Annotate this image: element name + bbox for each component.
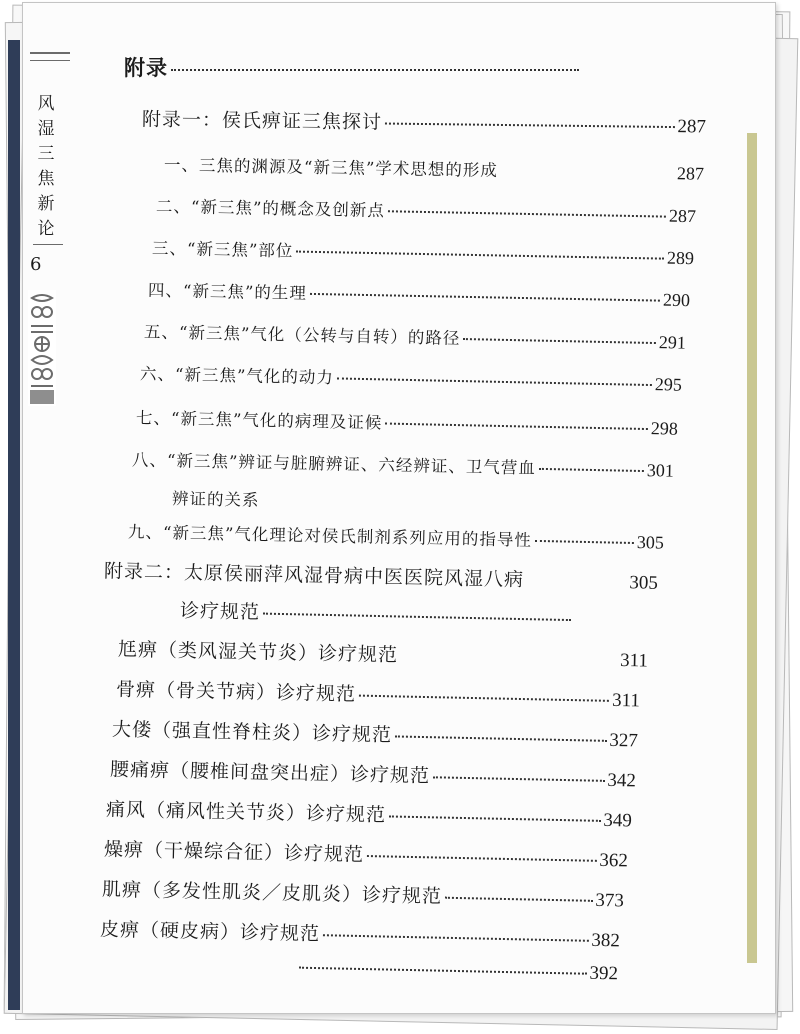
toc-entry-page: 305 — [636, 532, 665, 553]
running-title-char: 三 — [37, 144, 55, 164]
toc-final-entry[interactable] — [296, 957, 618, 986]
toc-entry-title: 骨痹（骨关节病）诊疗规范 — [115, 678, 357, 706]
running-title-char: 新 — [37, 194, 55, 214]
toc-entry-continuation: 辨证的关系 — [171, 489, 260, 510]
toc-entry[interactable] — [118, 634, 648, 672]
toc-entry[interactable] — [132, 446, 674, 481]
dot-leader — [388, 210, 666, 217]
toc-entry-title: 四、“新三焦”的生理 — [147, 280, 308, 303]
toc-entry-title: 诊疗规范 — [179, 599, 261, 624]
toc-entry[interactable] — [144, 318, 686, 353]
toc-entry-page: 291 — [658, 332, 687, 353]
toc-entry-title: 尪痹（类风湿关节炎）诊疗规范 — [117, 638, 399, 667]
toc-entry-title: 二、“新三焦”的概念及创新点 — [155, 196, 386, 221]
dot-leader — [385, 423, 648, 430]
toc-entry[interactable] — [136, 404, 678, 439]
toc-entry-page: 301 — [646, 460, 675, 481]
toc-entry-appendix2[interactable] — [104, 556, 658, 595]
toc-entry[interactable] — [140, 360, 682, 395]
dot-leader — [171, 69, 579, 71]
running-title-char: 焦 — [37, 169, 55, 189]
toc-entry-title: 三、“新三焦”部位 — [151, 238, 294, 261]
toc-entry-page: 382 — [591, 929, 621, 952]
dot-leader — [445, 897, 592, 902]
toc-heading-title: 附录 — [124, 55, 168, 80]
toc-entry[interactable] — [164, 151, 704, 184]
toc-entry-page: 287 — [676, 163, 705, 184]
toc-entry-title: 痛风（痛风性关节炎）诊疗规范 — [105, 798, 387, 827]
toc-entry-page: 295 — [654, 374, 683, 395]
dot-leader — [296, 251, 664, 260]
toc-entry-page: 362 — [599, 849, 629, 872]
toc-entry-title: 肌痹（多发性肌炎／皮肌炎）诊疗规范 — [101, 878, 443, 908]
toc-entry[interactable] — [152, 235, 694, 269]
toc-entry-page: 349 — [603, 809, 633, 832]
dot-leader — [310, 293, 660, 302]
page-number: 6 — [30, 254, 42, 275]
toc-entry-title: 五、“新三焦”气化（公转与自转）的路径 — [143, 322, 461, 348]
toc-entry-page: 392 — [589, 962, 619, 985]
toc-entry-title: 七、“新三焦”气化的病理及证候 — [135, 408, 383, 433]
toc-entry[interactable] — [148, 277, 690, 311]
toc-entry[interactable] — [128, 518, 664, 553]
toc-entry-page: 287 — [668, 205, 697, 227]
dot-leader — [323, 934, 588, 942]
dot-leader — [539, 468, 644, 472]
toc-entry[interactable] — [100, 915, 620, 953]
dot-leader — [535, 540, 634, 544]
dot-leader — [501, 170, 674, 175]
toc-entry-title: 九、“新三焦”气化理论对侯氏制剂系列应用的指导性 — [127, 522, 533, 550]
toc-entry-page: 298 — [650, 418, 679, 439]
running-title-char: 湿 — [37, 119, 55, 139]
dot-leader — [395, 735, 606, 741]
running-title-char: 风 — [37, 94, 55, 114]
toc-entry[interactable] — [102, 875, 624, 913]
dot-leader — [263, 613, 571, 621]
toc-heading — [124, 52, 582, 82]
toc-entry-page: 289 — [666, 247, 695, 269]
toc-entry[interactable] — [112, 714, 638, 752]
toc-entry-page: 327 — [609, 729, 639, 752]
dot-leader — [463, 338, 656, 344]
toc-entry-continuation — [180, 596, 574, 631]
toc-entry-title: 皮痹（硬皮病）诊疗规范 — [99, 918, 321, 946]
toc-entry[interactable] — [106, 794, 632, 832]
toc-entry-page: 342 — [607, 769, 637, 792]
dot-leader — [337, 377, 652, 386]
toc-entry-page: 311 — [611, 689, 641, 712]
dot-leader — [389, 815, 600, 821]
toc-entry-title: 一、三焦的渊源及“新三焦”学术思想的形成 — [163, 155, 499, 181]
toc-entry-page: 287 — [677, 116, 707, 138]
toc-entry-title: 腰痛痹（腰椎间盘突出症）诊疗规范 — [109, 758, 431, 788]
toc-entry-page: 311 — [619, 649, 649, 672]
dot-leader — [367, 855, 596, 862]
dot-leader — [359, 695, 609, 702]
running-title-char: 论 — [37, 219, 55, 239]
toc-entry[interactable] — [156, 193, 696, 227]
dot-leader — [527, 582, 626, 584]
dot-leader — [401, 655, 617, 662]
dot-leader — [385, 123, 674, 129]
toc-entry-title: 燥痹（干燥综合征）诊疗规范 — [103, 838, 365, 866]
toc-entry-title: 大偻（强直性脊柱炎）诊疗规范 — [111, 718, 393, 747]
toc-entry[interactable] — [110, 754, 636, 792]
toc-entry-appendix1[interactable] — [142, 105, 706, 139]
toc-entry-page: 373 — [595, 889, 625, 912]
toc-entry-title: 六、“新三焦”气化的动力 — [139, 364, 335, 388]
toc-entry-title: 附录一：侯氏痹证三焦探讨 — [141, 108, 383, 134]
dot-leader — [433, 776, 604, 782]
toc-entry-page: 290 — [662, 289, 691, 311]
toc-entry[interactable] — [104, 835, 628, 873]
toc-entry-title: 八、“新三焦”辨证与脏腑辨证、六经辨证、卫气营血 — [131, 450, 537, 478]
dot-leader — [299, 967, 586, 975]
toc-entry[interactable] — [116, 675, 640, 713]
toc-entry-page: 305 — [629, 572, 659, 594]
toc-entry-title: 附录二：太原侯丽萍风湿骨病中医医院风湿八病 — [103, 560, 525, 591]
